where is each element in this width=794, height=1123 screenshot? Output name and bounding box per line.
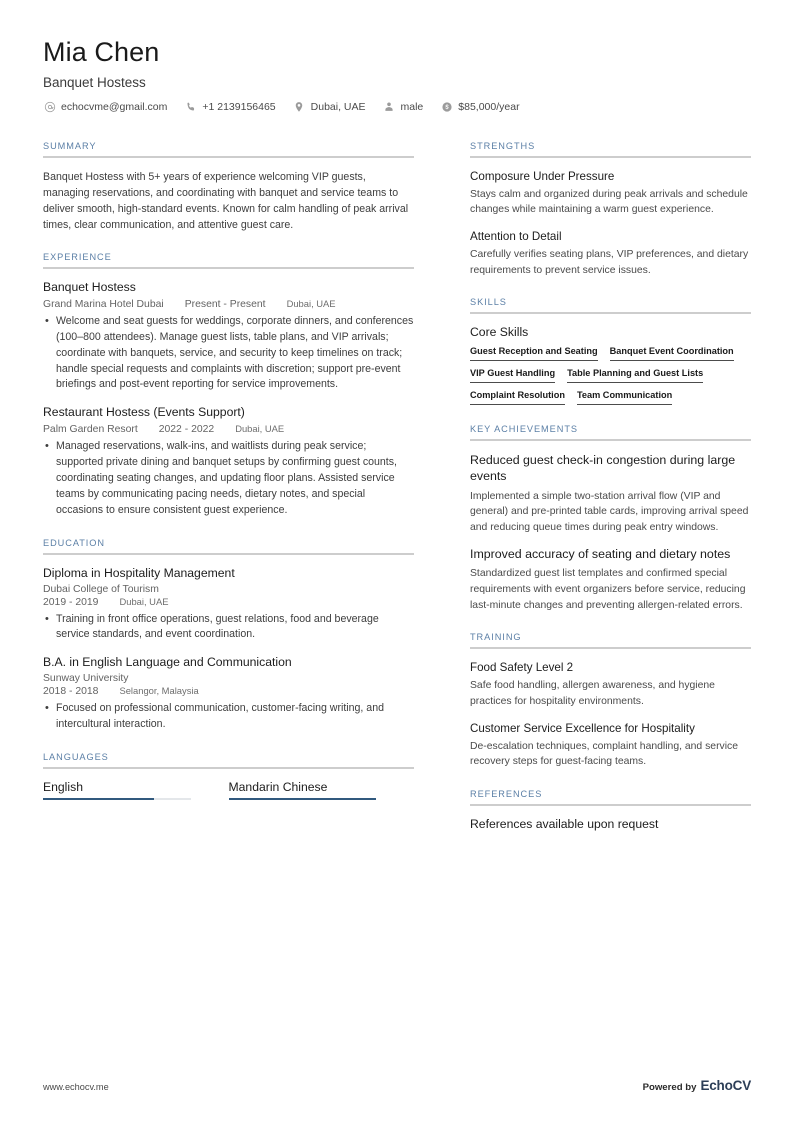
contact-salary-text: $85,000/year: [458, 101, 520, 114]
education-location: Dubai, UAE: [119, 595, 169, 607]
experience-dates: 2022 - 2022: [158, 424, 215, 436]
section-rule: [470, 439, 751, 441]
education-entry: [43, 655, 414, 733]
language-level-fill: [43, 798, 154, 800]
experience-title: Restaurant Hostess (Events Support): [43, 405, 245, 420]
section-rule: [43, 553, 414, 555]
location-icon: [293, 101, 306, 114]
language-level-bar: [43, 798, 191, 800]
education-location: Selangor, Malaysia: [119, 685, 199, 697]
section-heading-languages: LANGUAGES: [43, 751, 109, 762]
section-rule: [43, 156, 414, 158]
contact-gender: [383, 101, 424, 114]
strength-item: [470, 169, 751, 218]
contact-phone[interactable]: [184, 101, 275, 114]
section-heading-skills: SKILLS: [470, 297, 507, 308]
section-experience: [43, 252, 414, 519]
bullet-item: • Welcome and seat guests for weddings, corporate dinners, and conferences (100–800 attendees). Manage guest lists, table plans, and VIP arrivals; coordinate with banquets, service, and security to keep timelines on track; handle special requests and complaints with discretion; support pre-event briefings and post-event reporting for service improvements.: [43, 314, 414, 393]
section-heading-experience: EXPERIENCE: [43, 252, 112, 263]
experience-org: Palm Garden Resort: [43, 424, 138, 436]
section-rule: [43, 767, 414, 769]
experience-location: Dubai, UAE: [235, 423, 285, 435]
skills-group-name: Core Skills: [470, 325, 529, 340]
experience-dates: Present - Present: [184, 298, 266, 310]
salary-icon: [440, 101, 453, 114]
experience-location: Dubai, UAE: [286, 297, 336, 309]
education-title: B.A. in English Language and Communication: [43, 655, 292, 670]
training-item: [470, 660, 751, 709]
strength-description: Carefully verifies seating plans, VIP preferences, and dietary requirements to prevent service issues.: [470, 249, 749, 276]
education-bullets: [43, 701, 414, 733]
section-heading-references: REFERENCES: [470, 788, 543, 799]
experience-meta: [43, 423, 414, 435]
education-dates: 2018 - 2018: [43, 686, 99, 698]
language-level-fill: [229, 798, 377, 800]
training-item: [470, 721, 751, 770]
page-footer: [43, 1078, 751, 1093]
section-heading-key-achievements: KEY ACHIEVEMENTS: [470, 424, 578, 435]
section-training: [470, 632, 751, 770]
brand-logo: EchoCV: [700, 1078, 751, 1093]
resume-header: [43, 38, 751, 114]
education-bullets: [43, 612, 414, 644]
language-item: [43, 780, 229, 800]
language-name: English: [43, 779, 83, 794]
skill-chip: Banquet Event Coordination: [610, 346, 734, 361]
bullet-item: • Training in front office operations, guest relations, food and beverage service standards, and event coordination.: [43, 612, 414, 644]
strength-title: Composure Under Pressure: [470, 169, 615, 183]
section-strengths: [470, 141, 751, 279]
experience-meta: [43, 298, 414, 310]
contact-email-text: echocvme@gmail.com: [61, 101, 168, 114]
contact-gender-text: male: [400, 101, 424, 114]
skill-chip: VIP Guest Handling: [470, 368, 555, 383]
training-title: Food Safety Level 2: [470, 661, 574, 675]
experience-entry: [43, 280, 414, 393]
education-meta: [43, 596, 414, 608]
resume-content: [43, 38, 751, 850]
skill-row: [470, 368, 751, 383]
contact-location: [293, 101, 366, 114]
experience-title: Banquet Hostess: [43, 280, 136, 295]
section-skills: [470, 297, 751, 405]
section-heading-summary: SUMMARY: [43, 140, 97, 151]
bullet-item: • Managed reservations, walk-ins, and waitlists during peak service; supported private dining and banquet setups by confirming guest counts, coordinating seating changes, and updating floor plans. Assisted service teams by communicating pacing needs, dietary notes, and special occasions to ensure consistent guest experience.: [43, 439, 414, 518]
footer-branding: [643, 1078, 751, 1093]
language-name: Mandarin Chinese: [228, 779, 328, 794]
person-icon: [383, 101, 396, 114]
section-rule: [470, 156, 751, 158]
contact-phone-text: +1 2139156465: [202, 101, 276, 114]
resume-body: [43, 141, 751, 850]
contact-location-text: Dubai, UAE: [310, 101, 366, 114]
footer-url[interactable]: www.echocv.me: [43, 1082, 109, 1092]
left-column: [43, 141, 414, 819]
section-rule: [470, 804, 751, 806]
skills-rows: [470, 346, 751, 405]
achievement-item: [470, 546, 751, 613]
language-level-bar: [229, 798, 377, 800]
section-summary: [43, 141, 414, 233]
summary-text: Banquet Hostess with 5+ years of experience welcoming VIP guests, managing reservations, and coordinating with banquet and service teams to deliver smooth, high-standard events. Known for calm handling of peak arrival times, clear communication, and attentive guest care.: [43, 170, 409, 231]
section-rule: [470, 647, 751, 649]
section-education: [43, 538, 414, 733]
section-rule: [470, 312, 751, 314]
strength-item: [470, 229, 751, 278]
achievement-title: Reduced guest check-in congestion during large events: [470, 453, 736, 484]
experience-bullets: [43, 314, 414, 393]
bullet-item: • Focused on professional communication, customer-facing writing, and intercultural interaction.: [43, 701, 414, 733]
strength-title: Attention to Detail: [470, 229, 562, 243]
skill-chip: Team Communication: [577, 390, 672, 405]
powered-by-label: Powered by: [642, 1082, 697, 1093]
experience-entry: [43, 405, 414, 518]
email-icon: [43, 101, 56, 114]
skill-row: [470, 346, 751, 361]
training-description: Safe food handling, allergen awareness, and hygiene practices for hospitality environments.: [470, 680, 715, 707]
references-text: References available upon request: [470, 816, 659, 831]
education-org: Dubai College of Tourism: [43, 583, 159, 595]
training-title: Customer Service Excellence for Hospitality: [470, 721, 695, 735]
contact-salary: [440, 101, 519, 114]
strength-description: Stays calm and organized during peak arrivals and schedule changes while maintaining a warm guest experience.: [470, 188, 748, 216]
language-item: [229, 780, 415, 800]
achievement-description: Standardized guest list templates and confirmed special requirements with event organizers before service, reducing last-minute changes and preventing allergen-related errors.: [470, 568, 746, 611]
skill-chip: Table Planning and Guest Lists: [567, 368, 703, 383]
education-dates: 2019 - 2019: [43, 596, 99, 608]
section-heading-strengths: STRENGTHS: [470, 140, 536, 151]
contact-row: [43, 101, 751, 114]
section-key-achievements: [470, 424, 751, 613]
education-title: Diploma in Hospitality Management: [43, 565, 235, 580]
experience-bullets: [43, 439, 414, 518]
languages-grid: [43, 780, 414, 800]
skill-chip: Guest Reception and Seating: [470, 346, 598, 361]
contact-email[interactable]: [43, 101, 167, 114]
phone-icon: [184, 101, 197, 114]
candidate-name: Mia Chen: [43, 37, 160, 67]
education-entry: [43, 566, 414, 644]
experience-org: Grand Marina Hotel Dubai: [43, 298, 164, 310]
achievement-description: Implemented a simple two-station arrival flow (VIP and general) and pre-printed table cards, improving arrival speed and reducing queue times during peak entry windows.: [470, 490, 749, 533]
section-references: [470, 789, 751, 831]
education-meta: [43, 685, 414, 697]
section-heading-training: TRAINING: [470, 632, 522, 643]
skill-row: [470, 390, 751, 405]
education-org: Sunway University: [43, 673, 129, 685]
section-rule: [43, 267, 414, 269]
right-column: [470, 141, 751, 850]
section-languages: [43, 752, 414, 800]
achievement-title: Improved accuracy of seating and dietary notes: [470, 547, 731, 562]
skill-chip: Complaint Resolution: [470, 390, 565, 405]
training-description: De-escalation techniques, complaint handling, and service recovery steps for guest-facing teams.: [470, 740, 739, 768]
candidate-job-title: Banquet Hostess: [43, 74, 146, 90]
section-heading-education: EDUCATION: [43, 537, 105, 548]
achievement-item: [470, 452, 751, 535]
